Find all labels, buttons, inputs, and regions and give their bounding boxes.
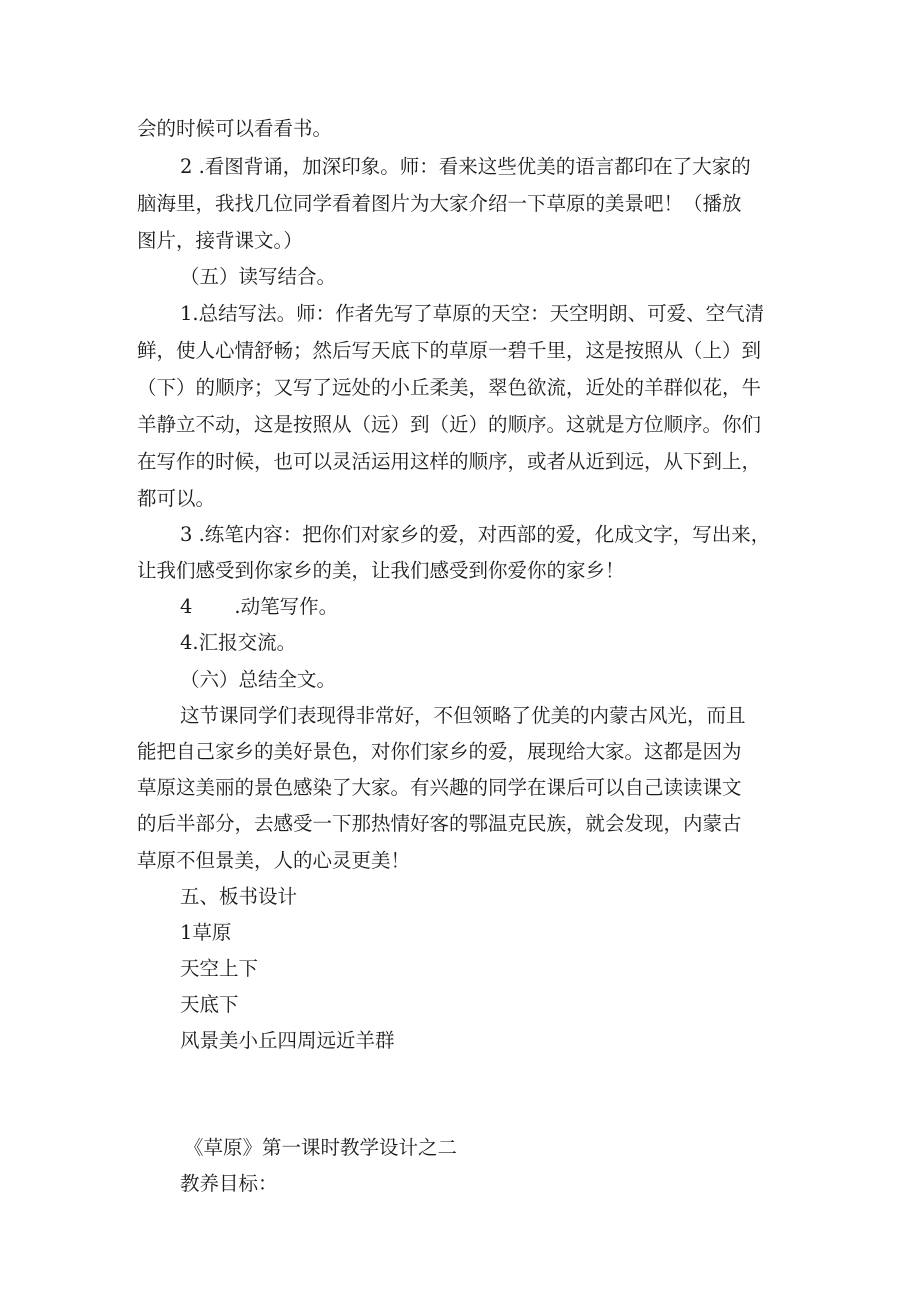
- section-heading: （五）读写结合。: [180, 265, 337, 288]
- text-line: 都可以。: [137, 487, 216, 510]
- text-line: 图片，接背课文。）: [137, 229, 303, 252]
- text-line: （下）的顺序；又写了远处的小丘柔美，翠色欲流，近处的羊群似花，牛: [137, 376, 762, 399]
- section-title: 《草原》第一课时教学设计之二: [184, 1136, 458, 1159]
- text-line: 1.总结写法。师：作者先写了草原的天空：天空明朗、可爱、空气清: [180, 302, 765, 325]
- text-line: 草原这美丽的景色感染了大家。有兴趣的同学在课后可以自己读读课文: [137, 776, 742, 799]
- text-line: 鲜，使人心情舒畅；然后写天底下的草原一碧千里，这是按照从（上）到: [137, 339, 762, 362]
- text-line: 脑海里，我找几位同学看着图片为大家介绍一下草原的美景吧！（播放: [137, 192, 742, 215]
- text-line: 这节课同学们表现得非常好，不但领略了优美的内蒙古风光，而且: [180, 704, 746, 727]
- text-line: 会的时候可以看看书。: [137, 117, 333, 140]
- text-line: 在写作的时候，也可以灵活运用这样的顺序，或者从近到远，从下到上，: [137, 450, 762, 473]
- text-line: 3 .练笔内容：把你们对家乡的爱，对西部的爱，化成文字，写出来，: [180, 523, 771, 546]
- text-line: 4.汇报交流。: [180, 631, 297, 654]
- board-line: 天空上下: [180, 957, 259, 980]
- section-heading: 教养目标：: [180, 1172, 278, 1195]
- board-line: 风景美小丘四周远近羊群: [180, 1029, 395, 1052]
- text-line: 2 .看图背诵，加深印象。师：看来这些优美的语言都印在了大家的: [180, 155, 751, 178]
- text-line: 能把自己家乡的美好景色，对你们家乡的爱，展现给大家。这都是因为: [137, 740, 742, 763]
- text-line: 让我们感受到你家乡的美，让我们感受到你爱你的家乡！: [137, 559, 625, 582]
- board-line: 1草原: [180, 921, 232, 944]
- board-line: 天底下: [180, 993, 239, 1016]
- list-number: 4: [180, 595, 193, 618]
- text-line: 草原不但景美，人的心灵更美！: [137, 849, 411, 872]
- section-heading: （六）总结全文。: [180, 668, 337, 691]
- text-line: 的后半部分，去感受一下那热情好客的鄂温克民族，就会发现，内蒙古: [137, 812, 742, 835]
- list-text: .动笔写作。: [234, 595, 339, 618]
- section-heading: 五、板书设计: [180, 885, 298, 908]
- text-line: 羊静立不动，这是按照从（远）到（近）的顺序。这就是方位顺序。你们: [137, 413, 762, 436]
- text-line: [180, 593, 338, 621]
